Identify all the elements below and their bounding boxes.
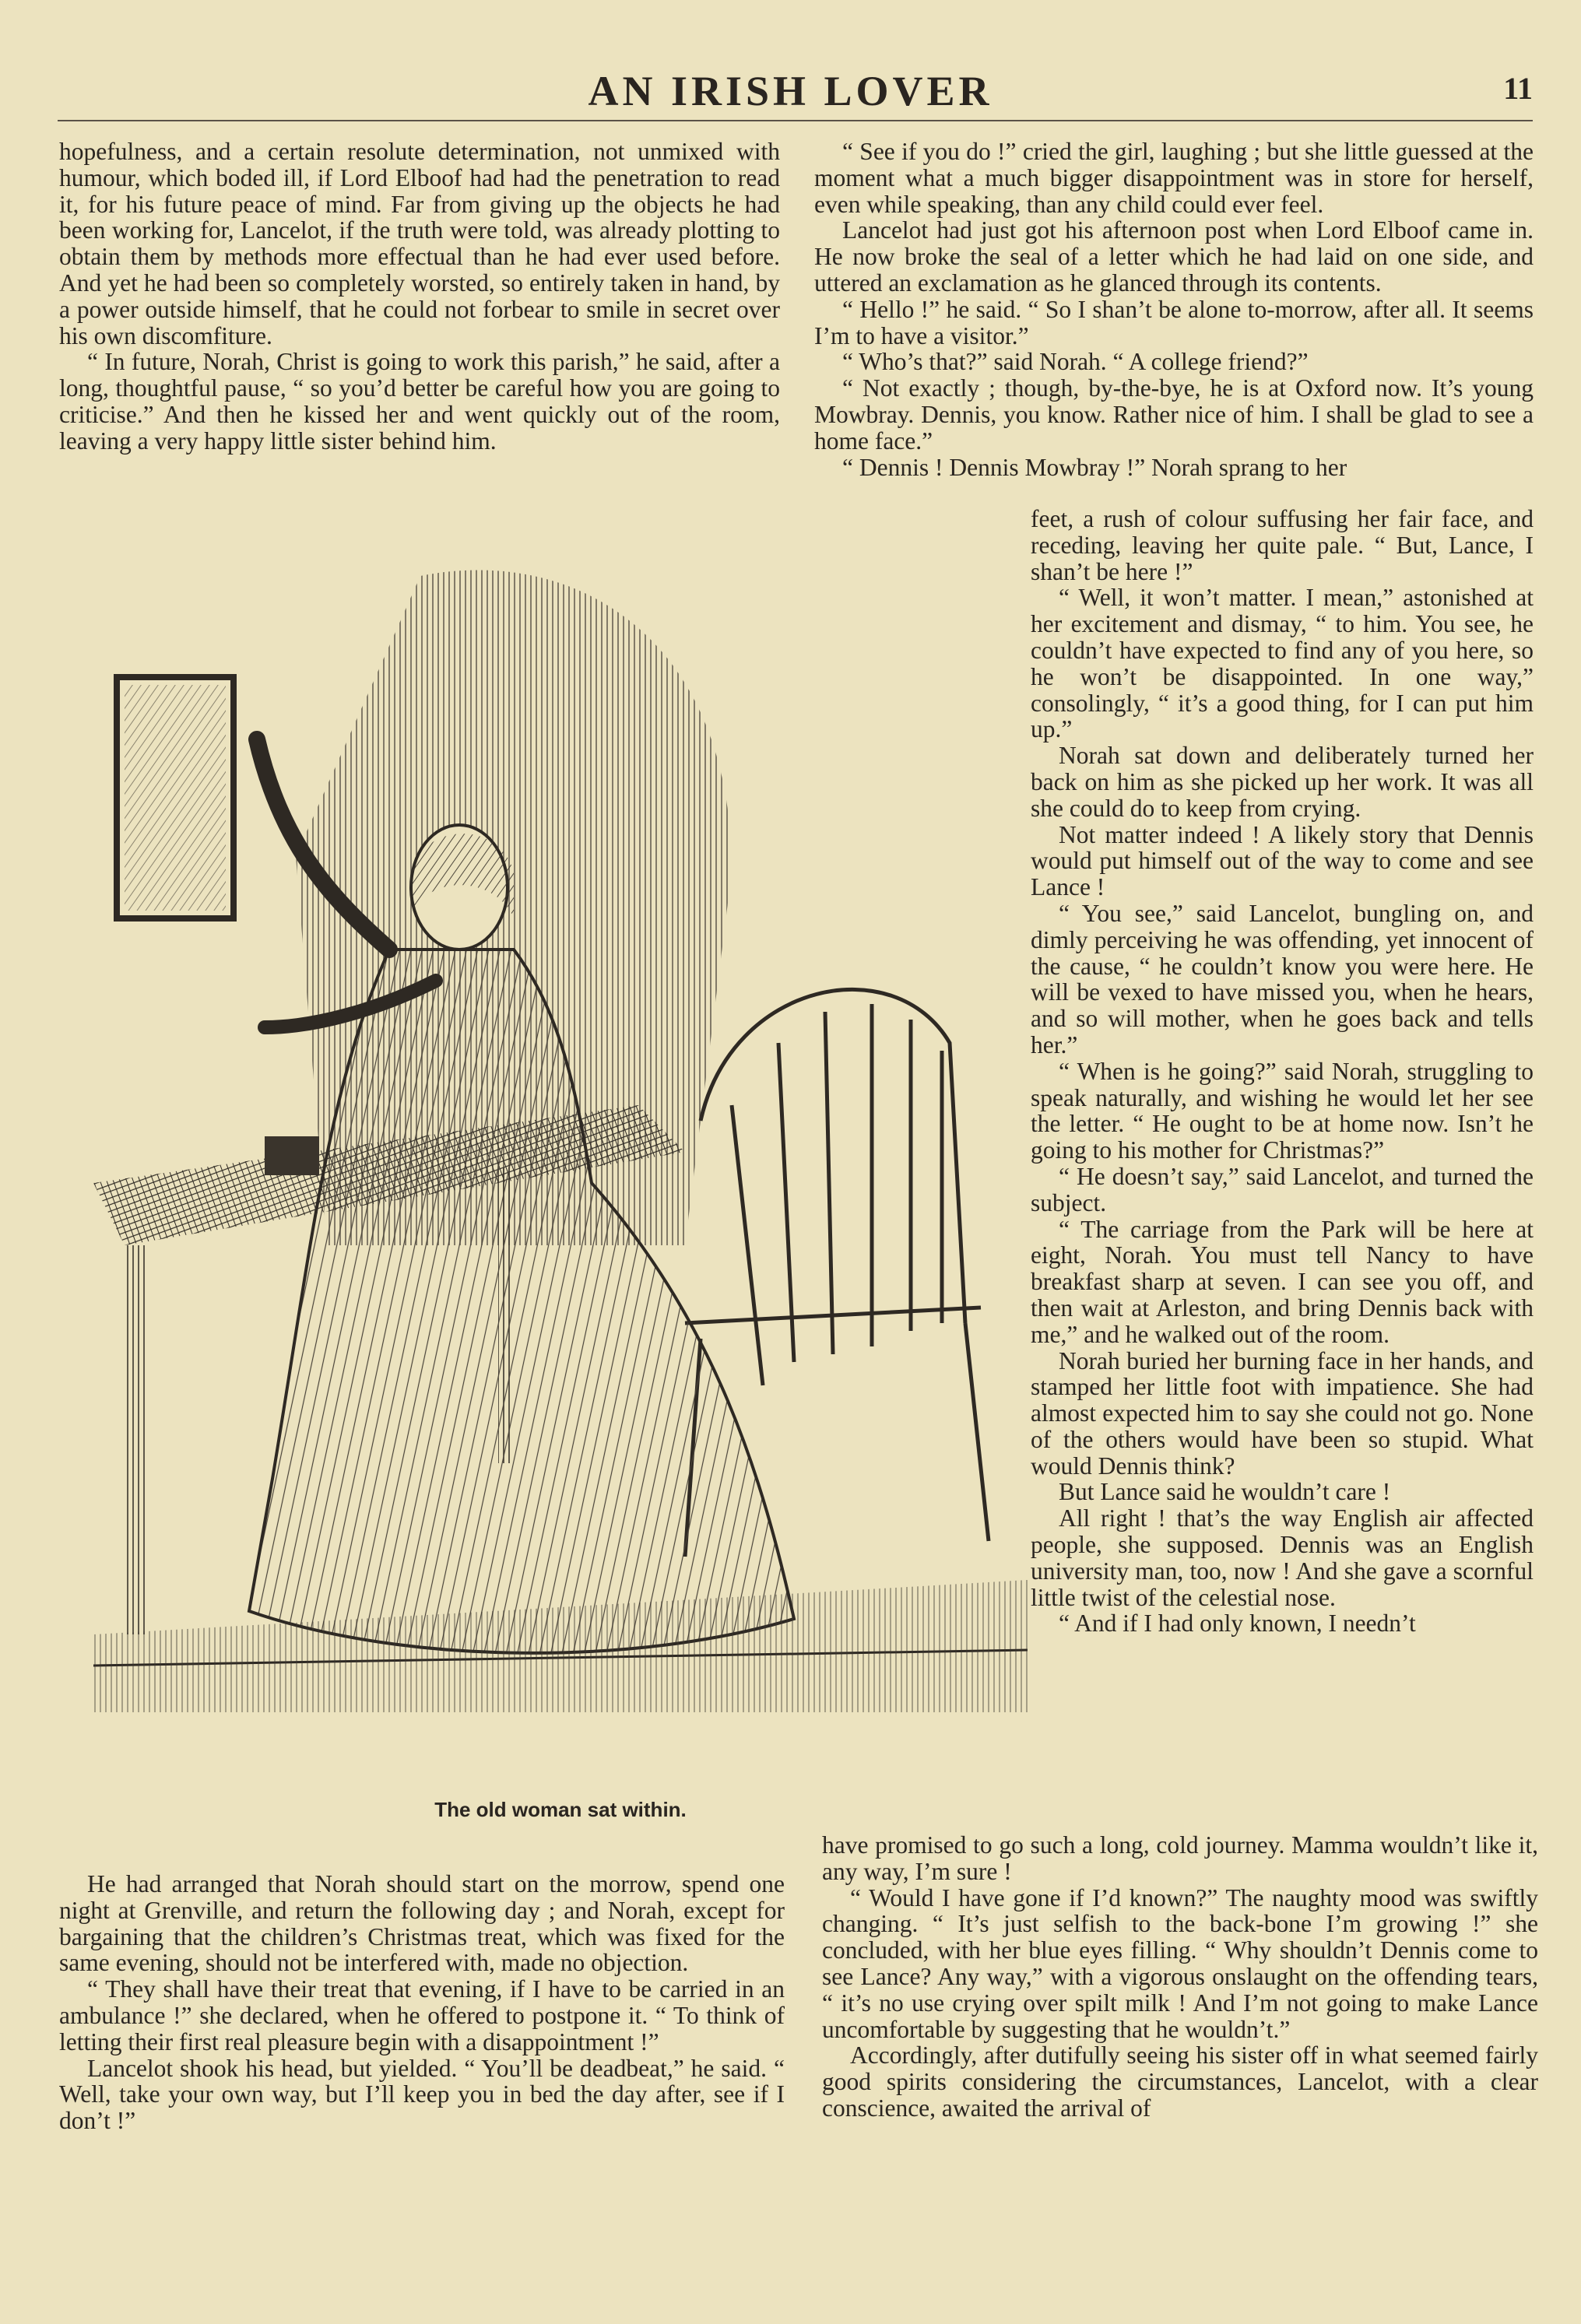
paragraph: “ They shall have their treat that evening, if I have to be carried in an ambulance !” she declared, when he offered to postpone it. “ To think of letting their first real pleasure begin with a disappointment !” [59, 1975, 785, 2055]
paragraph: Lancelot shook his head, but yielded. “ You’ll be deadbeat,” he said. “ Well, take your own way, but I’ll keep you in bed the day after, see if I don’t !” [59, 2054, 785, 2135]
paragraph: Lancelot had just got his afternoon post when Lord Elboof came in. He now broke the seal of a letter which he had laid on one side, and uttered an exclamation as he glanced through its contents. [814, 216, 1534, 297]
paragraph: Accordingly, after dutifully seeing his sister off in what seemed fairly good spirits considering the circumstances, Lancelot, with a clear conscience, awaited the arrival of [822, 2041, 1538, 2122]
right-column-bottom [822, 1832, 1538, 2122]
paragraph: have promised to go such a long, cold journey. Mamma wouldn’t like it, any way, I’m sure ! [822, 1831, 1538, 1885]
paragraph: “ He doesn’t say,” said Lancelot, and turned the subject. [1031, 1162, 1534, 1216]
paragraph: “ When is he going?” said Norah, struggling to speak naturally, and wishing he would let her see the letter. “ He ought to be at home now. Isn’t he going to his mother for Christmas?” [1031, 1057, 1534, 1164]
paragraph: “ The carriage from the Park will be here at eight, Norah. You must tell Nancy to have breakfast sharp at seven. I can see you off, and then wait at Arleston, and bring Dennis back with me,” and he walked out of the room. [1031, 1215, 1534, 1348]
page-number: 11 [1503, 71, 1533, 106]
paragraph: “ Who’s that?” said Norah. “ A college friend?” [842, 348, 1309, 376]
paragraph: All right ! that’s the way English air affected people, she supposed. Dennis was an English university man, too, now ! And she gave a scornful little twist of the celestial nose. [1031, 1504, 1534, 1611]
paragraph: feet, a rush of colour suffusing her fair face, and receding, leaving her quite pale. “ But, Lance, I shan’t be here !” [1031, 505, 1534, 585]
paragraph: Norah sat down and deliberately turned her back on him as she picked up her work. It was all she could do to keep from crying. [1031, 742, 1534, 822]
right-column-top [814, 139, 1534, 480]
wall-picture-frame [117, 677, 234, 918]
left-column-top [59, 139, 780, 455]
paragraph: “ See if you do !” cried the girl, laughing ; but she little guessed at the moment what a much bigger disappointment was in store for herself, even while speaking, than any child could ever feel. [814, 138, 1534, 218]
paragraph: He had arranged that Norah should start on the morrow, spend one night at Grenville, and return the following day ; and Norah, except for bargaining that the children’s Christmas treat, which was fixed for the same evening, should not be interfered with, made no objection. [59, 1870, 785, 1977]
right-column-wrapped [1031, 506, 1534, 1637]
illustration-caption: The old woman sat within. [434, 1798, 687, 1821]
paragraph: hopefulness, and a certain resolute determination, not unmixed with humour, which boded ill, if Lord Elboof had had the penetration to read it, for his future peace of mind. Far from giving up the objects he had been working for, Lancelot, if the truth were told, was already plotting to obtain them by methods more effectual than he had ever used before. And yet he had been so completely worsted, so entirely taken in hand, by a power outside himself, that he could not forbear to smile in secret over his own discomfiture. [59, 138, 780, 349]
paragraph: “ Hello !” he said. “ So I shan’t be alone to-morrow, after all. It seems I’m to have a visitor.” [814, 295, 1534, 349]
paragraph: “ Well, it won’t matter. I mean,” astonished at her excitement and dismay, “ to him. You see, he couldn’t have expected to find any of you here, so he won’t be disappointed. In one way,” consolingly, “ it’s a good thing, for I can put him up.” [1031, 584, 1534, 743]
paragraph: “ In future, Norah, Christ is going to work this parish,” he said, after a long, thoughtful pause, “ so you’d better be careful how you are going to criticise.” And then he kissed her and went quickly out of the room, leaving a very happy little sister behind him. [59, 348, 780, 455]
page-header-title: AN IRISH LOVER [588, 68, 993, 114]
paragraph: “ You see,” said Lancelot, bungling on, and dimly perceiving he was offending, yet innocent of the cause, “ he couldn’t know you were here. He will be vexed to have missed you, when he hears, and so will mother, when he goes back and tells her.” [1031, 899, 1534, 1058]
paragraph: Norah buried her burning face in her hands, and stamped her little foot with impatience. She had almost expected him to say she could not go. None of the others would have been so stupid. What would Dennis think? [1031, 1346, 1534, 1480]
paragraph: But Lance said he wouldn’t care ! [1059, 1478, 1391, 1506]
paragraph: “ Dennis ! Dennis Mowbray !” Norah sprang to her [842, 453, 1347, 481]
paragraph: “ Would I have gone if I’d known?” The naughty mood was swiftly changing. “ It’s just selfish to the back-bone I’m growing !” she concluded, with her blue eyes filling. “ Why shouldn’t Dennis come to see Lance? Any way,” with a vigorous onslaught on the offending tears, “ it’s no use crying over spilt milk ! And I’m not going to make Lance uncomfortable by suggesting that he wouldn’t.” [822, 1883, 1538, 2043]
left-column-bottom [59, 1871, 785, 2134]
paragraph: “ And if I had only known, I needn’t [1059, 1610, 1416, 1638]
header-rule [58, 120, 1533, 121]
engraving-illustration [93, 545, 1028, 1775]
paragraph: “ Not exactly ; though, by-the-bye, he is at Oxford now. It’s young Mowbray. Dennis, you know. Rather nice of him. I shall be glad to see a home face.” [814, 374, 1534, 455]
paragraph: Not matter indeed ! A likely story that Dennis would put himself out of the way to come and see Lance ! [1031, 820, 1534, 901]
